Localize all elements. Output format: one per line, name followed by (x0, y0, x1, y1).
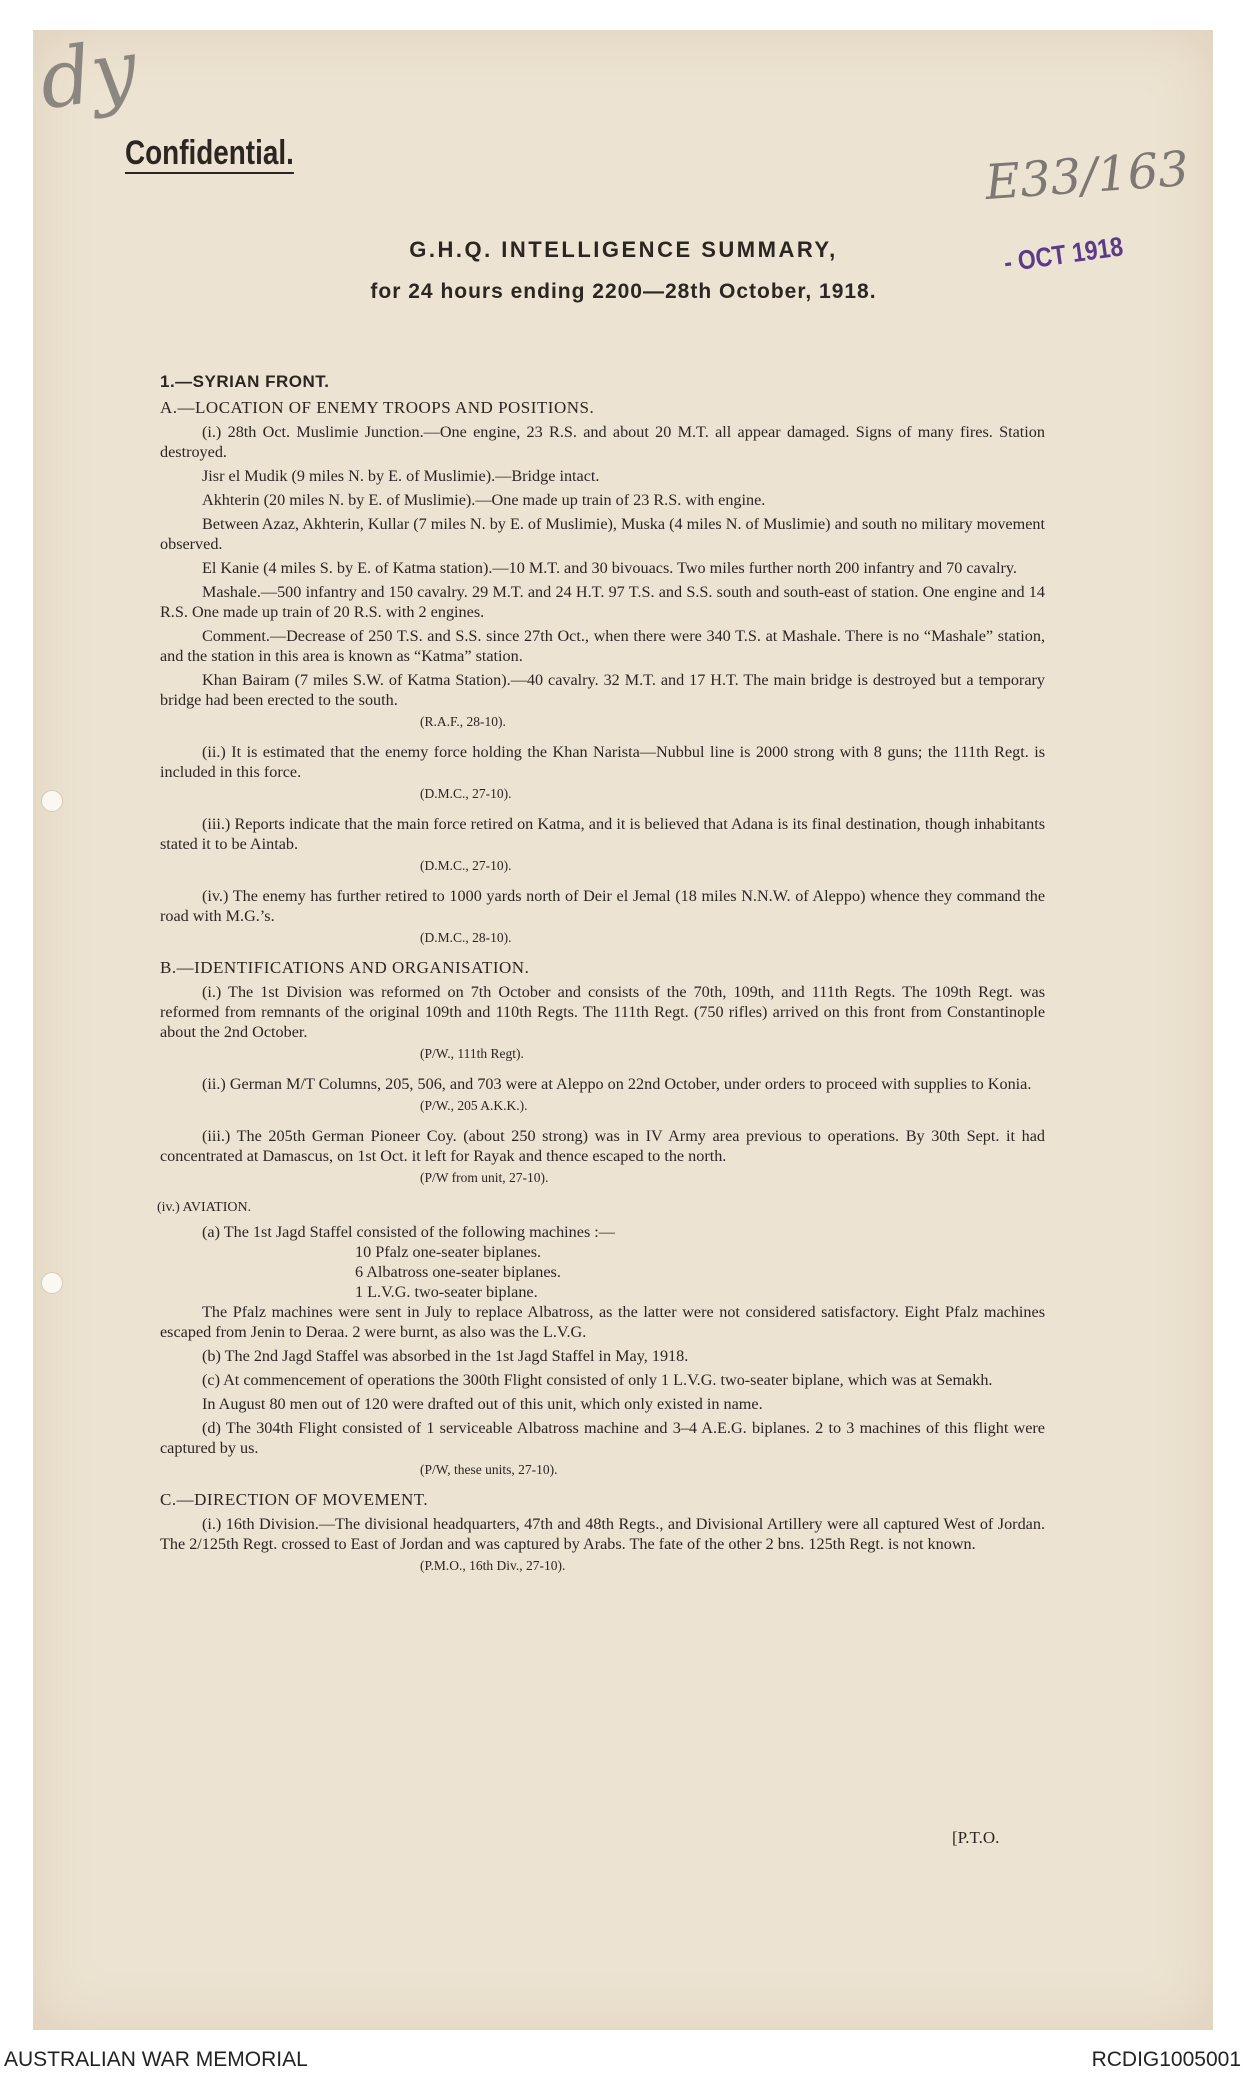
punch-hole (41, 1272, 63, 1294)
aviation-list-item: 10 Pfalz one-seater biplanes. (355, 1243, 542, 1261)
paragraph: (b) The 2nd Jagd Staffel was absorbed in the 1st Jagd Staffel in May, 1918. (202, 1347, 689, 1365)
please-turn-over: [P.T.O. (952, 1828, 1000, 1847)
subsection-heading-a: A.—LOCATION OF ENEMY TROOPS AND POSITIONS. (160, 398, 595, 417)
source-citation: (D.M.C., 28-10). (420, 930, 512, 945)
paragraph: Jisr el Mudik (9 miles N. by E. of Muslimie).—Bridge intact. (202, 467, 600, 485)
paragraph: (ii.) It is estimated that the enemy force holding the Khan Narista—Nubbul line is 2000 strong with 8 guns; the 111th Regt. is included in this force. (160, 743, 1045, 781)
paragraph: Comment.—Decrease of 250 T.S. and S.S. since 27th Oct., when there were 340 T.S. at Mashale. There is no “Mashale” station, and the station in this area is known as “Katma” station. (160, 627, 1045, 665)
handwritten-initials: dy (33, 21, 143, 128)
paragraph: In August 80 men out of 120 were drafted out of this unit, which only existed in name. (202, 1395, 763, 1413)
punch-hole (41, 790, 63, 812)
paragraph: Between Azaz, Akhterin, Kullar (7 miles N. by E. of Muslimie), Muska (4 miles N. of Muslimie) and south no military movement observed. (160, 515, 1045, 553)
aviation-list-item: 1 L.V.G. two-seater biplane. (355, 1283, 538, 1301)
source-citation: (P/W from unit, 27-10). (420, 1170, 549, 1185)
source-citation: (R.A.F., 28-10). (420, 714, 506, 729)
paragraph: (iii.) The 205th German Pioneer Coy. (about 250 strong) was in IV Army area previous to operations. By 30th Sept. it had concentrated at Damascus, on 1st Oct. it left for Rayak and thence escaped to the north. (160, 1127, 1045, 1165)
source-citation: (P/W., 111th Regt). (420, 1046, 524, 1061)
date-stamp: - OCT 1918 (1002, 231, 1125, 278)
paragraph: (i.) The 1st Division was reformed on 7th October and consists of the 70th, 109th, and 111th Regts. The 109th Regt. was reformed from remnants of the original 109th and 110th Regts. The 111th Regt. (750 rifles) arrived on this front from Constantinople about the 2nd October. (160, 983, 1045, 1041)
handwritten-file-reference: E33/163 (983, 140, 1191, 212)
source-citation: (D.M.C., 27-10). (420, 858, 512, 873)
source-citation: (P/W, these units, 27-10). (420, 1462, 558, 1477)
confidential-label: Confidential. (125, 134, 294, 172)
paragraph: (iii.) Reports indicate that the main force retired on Katma, and it is believed that Adana is its final destination, though inhabitants stated it to be Aintab. (160, 815, 1045, 853)
section-heading: 1.—SYRIAN FRONT. (160, 372, 330, 391)
paragraph: (c) At commencement of operations the 300th Flight consisted of only 1 L.V.G. two-seater biplane, which was at Semakh. (202, 1371, 993, 1389)
aviation-list-item: 6 Albatross one-seater biplanes. (355, 1263, 561, 1281)
paragraph: Khan Bairam (7 miles S.W. of Katma Station).—40 cavalry. 32 M.T. and 17 H.T. The main bridge is destroyed but a temporary bridge had been erected to the south. (160, 671, 1045, 709)
paragraph: (i.) 28th Oct. Muslimie Junction.—One engine, 23 R.S. and about 20 M.T. all appear damaged. Signs of many fires. Station destroyed. (160, 423, 1045, 461)
subsection-heading-c: C.—DIRECTION OF MOVEMENT. (160, 1490, 429, 1509)
aviation-heading: (iv.) AVIATION. (157, 1200, 252, 1215)
source-citation: (D.M.C., 27-10). (420, 786, 512, 801)
summary-body (157, 366, 1045, 1586)
footer-record-id: RCDIG1005001 (1091, 2048, 1241, 2071)
footer-archive-name: AUSTRALIAN WAR MEMORIAL (4, 2048, 308, 2071)
paragraph: (i.) 16th Division.—The divisional headquarters, 47th and 48th Regts., and Divisional Artillery were all captured West of Jordan. The 2/125th Regt. crossed to East of Jordan and was captured by Arabs. The fate of the other 2 bns. 125th Regt. is not known. (160, 1515, 1045, 1553)
paragraph: El Kanie (4 miles S. by E. of Katma station).—10 M.T. and 30 bivouacs. Two miles further north 200 infantry and 70 cavalry. (202, 559, 1017, 577)
paragraph: The Pfalz machines were sent in July to replace Albatross, as the latter were not considered satisfactory. Eight Pfalz machines escaped from Jenin to Deraa. 2 were burnt, as also was the L.V.G. (160, 1303, 1045, 1341)
document-title: G.H.Q. INTELLIGENCE SUMMARY, (409, 237, 838, 262)
paragraph: (a) The 1st Jagd Staffel consisted of the following machines :— (202, 1223, 615, 1241)
paragraph: Akhterin (20 miles N. by E. of Muslimie).—One made up train of 23 R.S. with engine. (202, 491, 766, 509)
source-citation: (P.M.O., 16th Div., 27-10). (420, 1558, 566, 1573)
document-subtitle: for 24 hours ending 2200—28th October, 1918. (370, 280, 877, 303)
paragraph: (iv.) The enemy has further retired to 1000 yards north of Deir el Jemal (18 miles N.N.W. of Aleppo) whence they command the road with M.G.’s. (160, 887, 1045, 925)
paragraph: (ii.) German M/T Columns, 205, 506, and 703 were at Aleppo on 22nd October, under orders to proceed with supplies to Konia. (202, 1075, 1032, 1093)
source-citation: (P/W., 205 A.K.K.). (420, 1098, 528, 1113)
subsection-heading-b: B.—IDENTIFICATIONS AND ORGANISATION. (160, 958, 530, 977)
paragraph: Mashale.—500 infantry and 150 cavalry. 29 M.T. and 24 H.T. 97 T.S. and S.S. south and south-east of station. One engine and 14 R.S. One made up train of 20 R.S. with 2 engines. (160, 583, 1045, 621)
paragraph: (d) The 304th Flight consisted of 1 serviceable Albatross machine and 3–4 A.E.G. biplanes. 2 to 3 machines of this flight were captured by us. (160, 1419, 1045, 1457)
